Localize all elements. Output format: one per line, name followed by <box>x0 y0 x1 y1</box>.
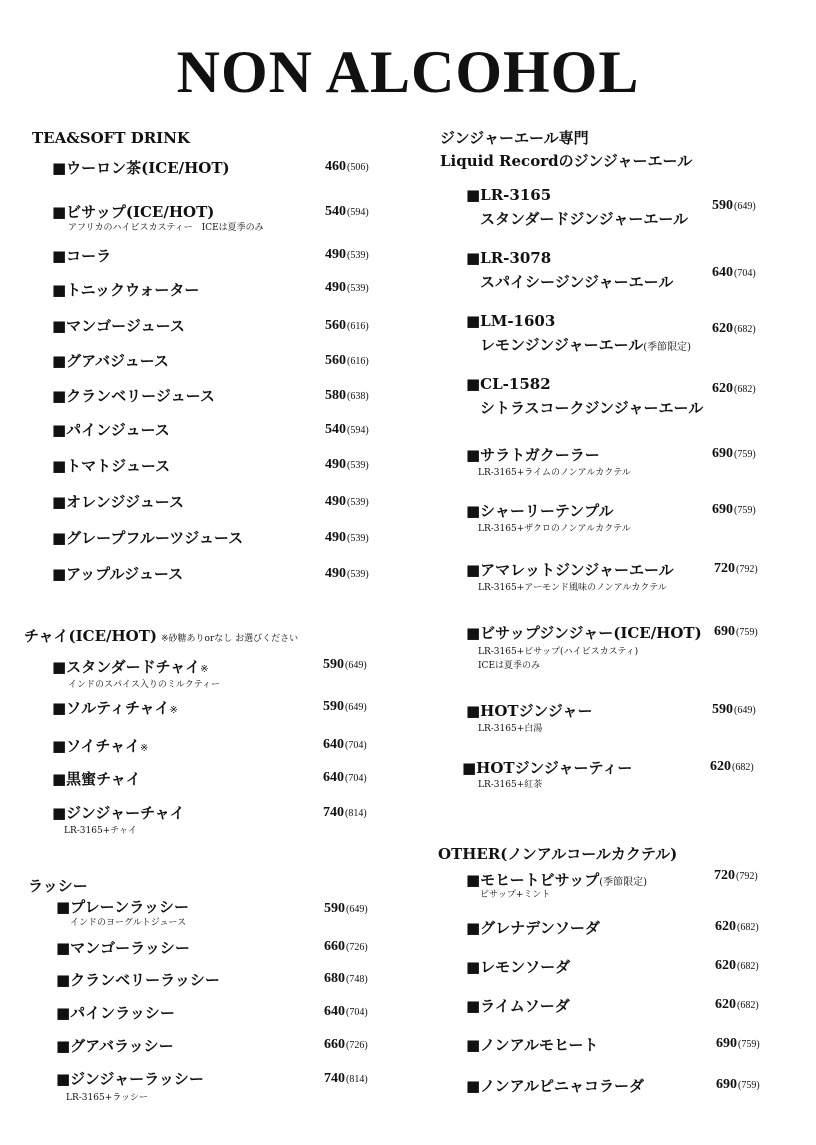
price-guava-juice: 560(616) <box>325 353 369 368</box>
price-non-alc-mojito: 690(759) <box>716 1036 760 1051</box>
tea-soft-drink-heading: TEA&SOFT DRINK <box>32 129 190 147</box>
menu-item-mango-lassi: ■マンゴーラッシー <box>56 939 190 957</box>
menu-item-bissap-desc: アフリカのハイビスカスティー ICEは夏季のみ <box>68 223 264 233</box>
price-mango-juice: 560(616) <box>325 318 369 333</box>
price-lr-3078: 640(704) <box>712 265 756 280</box>
menu-item-cola: ■コーラ <box>52 247 112 265</box>
menu-item-cl-1582-name: シトラスコークジンジャーエール <box>480 399 704 417</box>
price-lemon-soda: 620(682) <box>715 958 759 973</box>
menu-item-hot-ginger-tea: ■HOTジンジャーティー <box>462 759 633 777</box>
price-lime-soda: 620(682) <box>715 997 759 1012</box>
menu-item-guava-juice: ■グアバジュース <box>52 352 169 370</box>
menu-item-pine-lassi: ■パインラッシー <box>56 1004 175 1022</box>
price-ginger-lassi: 740(814) <box>324 1071 368 1086</box>
menu-item-oolong-tea: ■ウーロン茶(ICE/HOT) <box>52 159 230 177</box>
menu-item-lm-1603-name: レモンジンジャーエール(季節限定) <box>480 336 692 354</box>
price-salty-chai: 590(649) <box>323 699 367 714</box>
menu-item-amaretto-ginger-desc: LR-3165+アーモンド風味のノンアルカクテル <box>478 583 667 593</box>
menu-item-plain-lassi-desc: インドのヨーグルトジュース <box>70 918 187 928</box>
price-grapefruit-juice: 490(539) <box>325 530 369 545</box>
menu-item-soy-chai: ■ソイチャイ※ <box>52 737 149 755</box>
menu-item-tonic-water: ■トニックウォーター <box>52 281 200 299</box>
price-mango-lassi: 660(726) <box>324 939 368 954</box>
price-saratoga-cooler: 690(759) <box>712 446 756 461</box>
menu-item-mojito-bissap-desc: ビサップ+ミント <box>480 890 551 900</box>
menu-item-salty-chai: ■ソルティチャイ※ <box>52 699 178 717</box>
lassi-heading: ラッシー <box>28 877 88 895</box>
menu-item-bissap-ginger-desc: LR-3165+ビサップ(ハイビスカスティ) <box>478 647 639 657</box>
price-bissap-ginger: 690(759) <box>714 624 758 639</box>
menu-item-tomato-juice: ■トマトジュース <box>52 457 171 475</box>
page-title: NON ALCOHOL <box>176 39 640 105</box>
menu-item-bissap-ginger-note: ICEは夏季のみ <box>478 661 541 671</box>
price-hot-ginger: 590(649) <box>712 702 756 717</box>
menu-item-grapefruit-juice: ■グレープフルーツジュース <box>52 529 244 547</box>
menu-item-ginger-lassi-desc: LR-3165+ラッシー <box>66 1093 149 1103</box>
menu-item-cranberry-lassi: ■クランベリーラッシー <box>56 971 220 989</box>
price-non-alc-pina-colada: 690(759) <box>716 1077 760 1092</box>
price-cranberry-lassi: 680(748) <box>324 971 368 986</box>
ginger-ale-heading: ジンジャーエール専門 <box>440 129 589 147</box>
menu-item-guava-lassi: ■グアバラッシー <box>56 1037 174 1055</box>
menu-item-lime-soda: ■ライムソーダ <box>466 997 570 1015</box>
other-heading: OTHER(ノンアルコールカクテル) <box>438 845 678 863</box>
menu-item-bissap-ginger: ■ビサップジンジャー(ICE/HOT) <box>466 624 702 642</box>
price-cola: 490(539) <box>325 247 369 262</box>
price-pine-juice: 540(594) <box>325 422 369 437</box>
menu-item-lr-3165-code: ■LR-3165 <box>466 186 552 204</box>
price-ginger-chai: 740(814) <box>323 805 367 820</box>
chai-heading: チャイ(ICE/HOT) ※砂糖ありorなし お選びください <box>24 627 299 645</box>
ginger-ale-subheading: Liquid Recordのジンジャーエール <box>440 152 693 170</box>
price-plain-lassi: 590(649) <box>324 901 368 916</box>
menu-item-non-alc-mojito: ■ノンアルモヒート <box>466 1036 599 1054</box>
price-soy-chai: 640(704) <box>323 737 367 752</box>
menu-item-cranberry-juice: ■クランベリージュース <box>52 387 215 405</box>
menu-item-ginger-lassi: ■ジンジャーラッシー <box>56 1070 204 1088</box>
menu-item-shirley-temple-desc: LR-3165+ザクロのノンアルカクテル <box>478 524 631 534</box>
price-amaretto-ginger: 720(792) <box>714 561 758 576</box>
menu-item-pine-juice: ■パインジュース <box>52 421 170 439</box>
price-oolong-tea: 460(506) <box>325 159 369 174</box>
menu-item-lr-3078-code: ■LR-3078 <box>466 249 552 267</box>
menu-item-hot-ginger: ■HOTジンジャー <box>466 702 593 720</box>
price-pine-lassi: 640(704) <box>324 1004 368 1019</box>
menu-item-lemon-soda: ■レモンソーダ <box>466 958 571 976</box>
menu-item-bissap: ■ビサップ(ICE/HOT) <box>52 203 215 221</box>
price-apple-juice: 490(539) <box>325 566 369 581</box>
price-guava-lassi: 660(726) <box>324 1037 368 1052</box>
menu-item-ginger-chai: ■ジンジャーチャイ <box>52 804 185 822</box>
menu-item-orange-juice: ■オレンジジュース <box>52 493 184 511</box>
menu-item-shirley-temple: ■シャーリーテンプル <box>466 502 614 520</box>
menu-item-plain-lassi: ■プレーンラッシー <box>56 898 189 916</box>
menu-item-kuromitsu-chai: ■黒蜜チャイ <box>52 770 141 788</box>
price-mojito-bissap: 720(792) <box>714 868 758 883</box>
price-cranberry-juice: 580(638) <box>325 388 369 403</box>
price-standard-chai: 590(649) <box>323 657 367 672</box>
price-tomato-juice: 490(539) <box>325 457 369 472</box>
menu-item-amaretto-ginger: ■アマレットジンジャーエール <box>466 561 674 579</box>
price-shirley-temple: 690(759) <box>712 502 756 517</box>
menu-item-apple-juice: ■アップルジュース <box>52 565 184 583</box>
menu-item-ginger-chai-desc: LR-3165+チャイ <box>64 826 137 836</box>
price-kuromitsu-chai: 640(704) <box>323 770 367 785</box>
price-cl-1582: 620(682) <box>712 381 756 396</box>
price-lm-1603: 620(682) <box>712 321 756 336</box>
menu-item-cl-1582-code: ■CL-1582 <box>466 375 551 393</box>
menu-item-saratoga-cooler: ■サラトガクーラー <box>466 446 600 464</box>
menu-item-mojito-bissap: ■モヒートビサップ(季節限定) <box>466 871 648 889</box>
menu-item-lr-3165-name: スタンダードジンジャーエール <box>480 210 689 228</box>
price-tonic-water: 490(539) <box>325 280 369 295</box>
price-lr-3165: 590(649) <box>712 198 756 213</box>
menu-item-lr-3078-name: スパイシージンジャーエール <box>480 273 674 291</box>
menu-item-grenadine-soda: ■グレナデンソーダ <box>466 919 600 937</box>
price-grenadine-soda: 620(682) <box>715 919 759 934</box>
menu-item-mango-juice: ■マンゴージュース <box>52 317 185 335</box>
menu-item-hot-ginger-tea-desc: LR-3165+紅茶 <box>478 780 543 790</box>
price-hot-ginger-tea: 620(682) <box>710 759 754 774</box>
menu-item-lm-1603-code: ■LM-1603 <box>466 312 556 330</box>
menu-item-standard-chai-desc: インドのスパイス入りのミルクティー <box>68 680 221 690</box>
menu-item-hot-ginger-desc: LR-3165+白湯 <box>478 724 543 734</box>
price-orange-juice: 490(539) <box>325 494 369 509</box>
menu-item-non-alc-pina-colada: ■ノンアルピニャコラーダ <box>466 1077 644 1095</box>
price-bissap: 540(594) <box>325 204 369 219</box>
menu-item-standard-chai: ■スタンダードチャイ※ <box>52 658 209 676</box>
menu-item-saratoga-cooler-desc: LR-3165+ライムのノンアルカクテル <box>478 468 631 478</box>
